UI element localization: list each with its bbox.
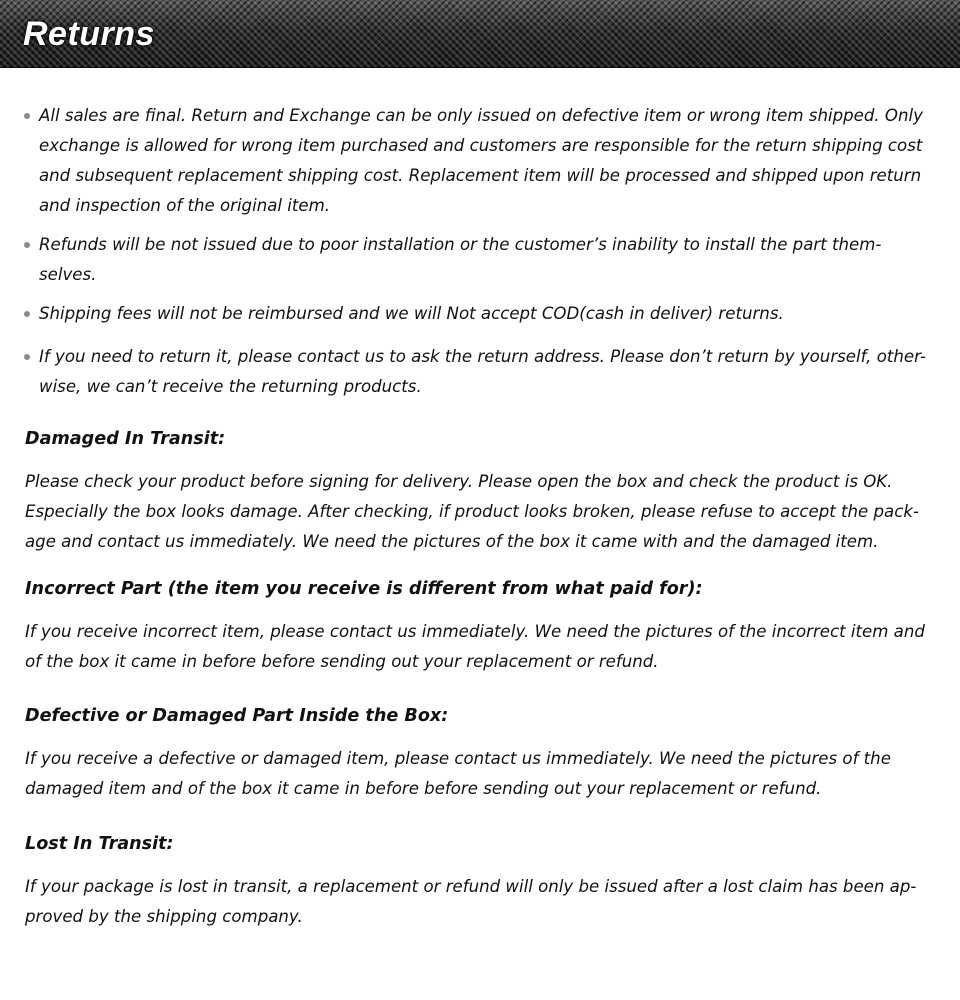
section-heading: Damaged In Transit: bbox=[25, 429, 226, 449]
policy-item bbox=[39, 342, 934, 402]
policy-item bbox=[39, 299, 934, 329]
policy-text: Shipping fees will not be reimbursed and we will Not accept COD(cash in deliver) returns. bbox=[39, 304, 784, 323]
section-incorrect-part bbox=[0, 574, 925, 677]
returns-content bbox=[0, 101, 960, 932]
policy-item bbox=[39, 230, 934, 290]
banner-title: Returns bbox=[23, 15, 155, 53]
section-heading: Defective or Damaged Part Inside the Box: bbox=[25, 706, 449, 726]
section-heading: Lost In Transit: bbox=[25, 834, 174, 854]
policy-text: If you need to return it, please contact us to ask the return address. Please don’t return by yourself, other-wise, we can’t receive the returning products. bbox=[39, 347, 926, 396]
section-damaged-in-transit bbox=[0, 424, 925, 557]
section-heading: Incorrect Part (the item you receive is different from what paid for): bbox=[25, 579, 703, 599]
returns-banner bbox=[0, 0, 960, 68]
section-body: If you receive incorrect item, please contact us immediately. We need the pictures of the incorrect item and of the box it came in before before sending out your replacement or refund. bbox=[25, 622, 925, 671]
section-lost-in-transit bbox=[0, 829, 925, 932]
section-body: Please check your product before signing for delivery. Please open the box and check the product is OK. Especially the box looks damage. After checking, if product looks broken, please refuse to accept the pack-age and contact us immediately. We need the pictures of the box it came with and the damaged item. bbox=[25, 472, 919, 551]
policy-item bbox=[39, 101, 934, 221]
bullet-dot-icon bbox=[24, 242, 30, 248]
policy-text: All sales are final. Return and Exchange can be only issued on defective item or wrong item shipped. Only exchange is allowed for wrong item purchased and customers are responsible for the return shipping cost and subsequent replacement shipping cost. Replacement item will be processed and shipped upon return and inspection of the original item. bbox=[39, 106, 923, 215]
bullet-dot-icon bbox=[24, 311, 30, 317]
section-body: If your package is lost in transit, a replacement or refund will only be issued after a lost claim has been ap-proved by the shipping company. bbox=[25, 877, 917, 926]
bullet-dot-icon bbox=[24, 354, 30, 360]
section-defective-part bbox=[0, 701, 925, 804]
policy-text: Refunds will be not issued due to poor installation or the customer’s inability to install the part them-selves. bbox=[39, 235, 882, 284]
bullet-dot-icon bbox=[24, 113, 30, 119]
policy-list bbox=[0, 101, 934, 402]
section-body: If you receive a defective or damaged item, please contact us immediately. We need the pictures of the damaged item and of the box it came in before before sending out your replacement or refund. bbox=[25, 749, 891, 798]
